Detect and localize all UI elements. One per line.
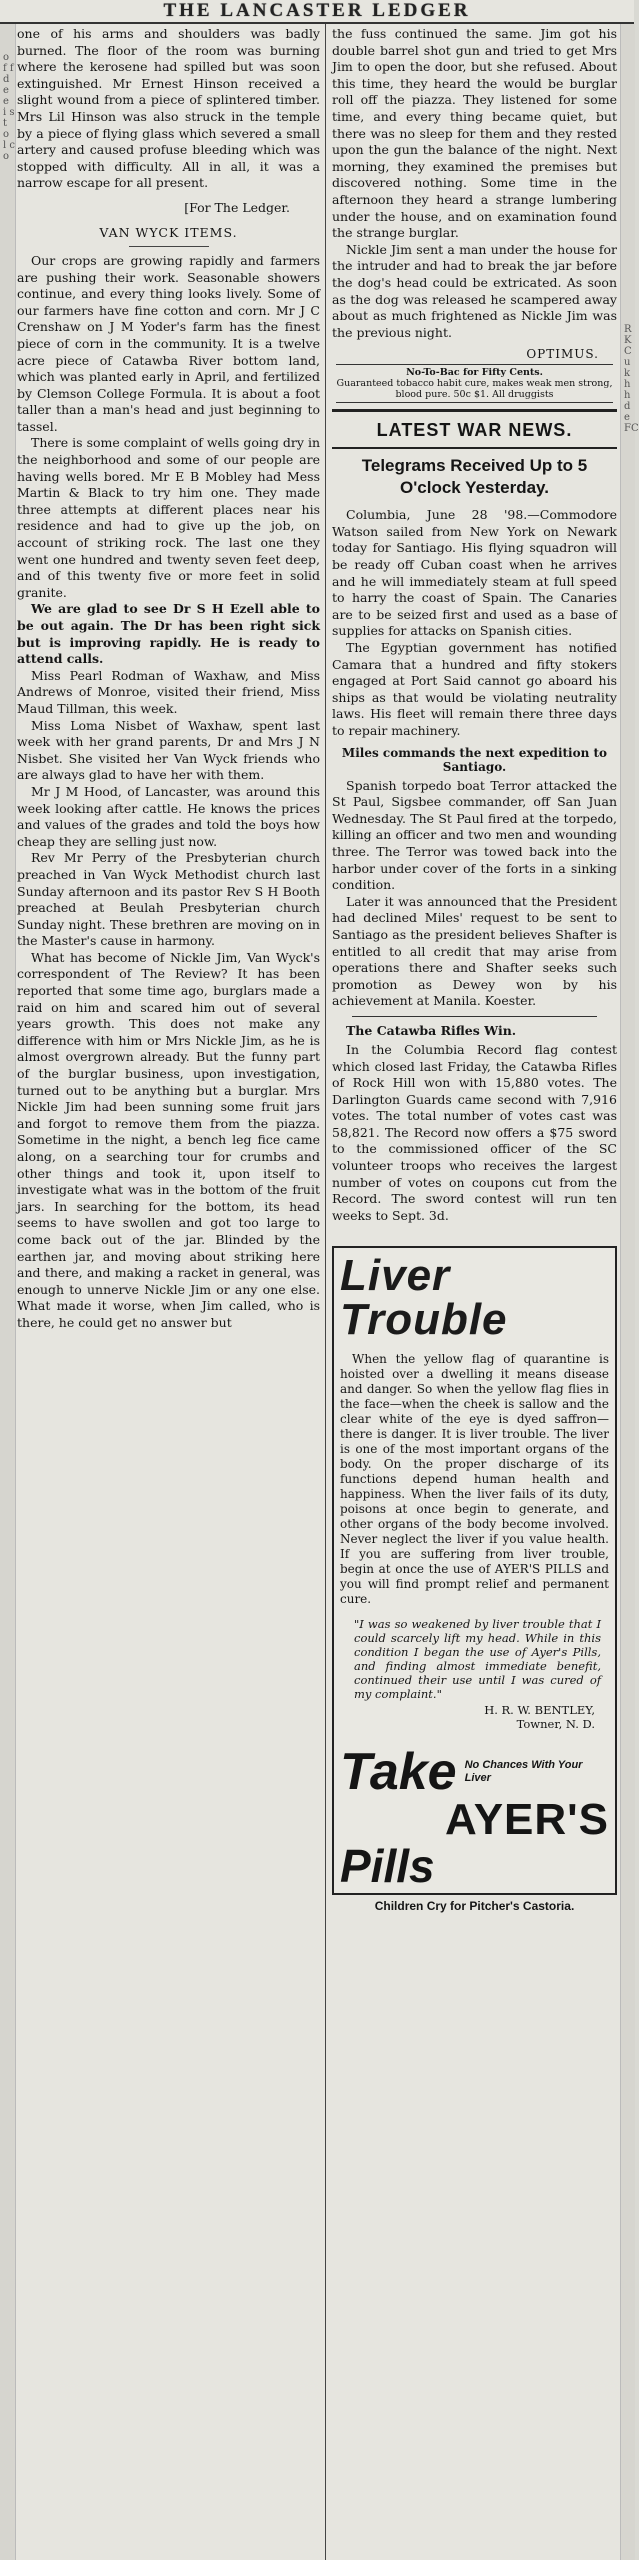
article-paragraph: Miss Pearl Rodman of Waxhaw, and Miss Andrews of Monroe, visited their friend, Miss Maud Tillman, this week. bbox=[17, 667, 320, 716]
war-subhead: Miles commands the next expedition to Santiago. bbox=[341, 745, 608, 774]
right-column bbox=[332, 26, 617, 1913]
section-rule bbox=[332, 409, 617, 412]
castoria-line: Children Cry for Pitcher's Castoria. bbox=[374, 1899, 575, 1914]
for-the-ledger-line: [For The Ledger. bbox=[184, 199, 290, 215]
no-to-bac-ad bbox=[336, 364, 613, 403]
ayers-pills-advertisement bbox=[332, 1246, 617, 1895]
ad-testimonial: "I was so weakened by liver trouble that I could scarcely lift my head. While in this condition I began the use of Ayer's Pills, and finding almost immediate benefit, continued their use until I was cured of my complaint." bbox=[354, 1617, 601, 1702]
war-paragraph: Later it was announced that the President had declined Miles' request to be sent to Santiago as the president believes Shafter is entitled to all credit that may arise from operations there and Shafter seeks such promotion as Dewey won by his achievement at Manila. Koester. bbox=[332, 893, 617, 1009]
article-paragraph: What has become of Nickle Jim, Van Wyck's correspondent of The Review? It has been reported that some time ago, burglars made a raid on him and scared him out of several years growth. This does not make any difference with him or Mrs Nickle Jim, as he is almost overgrown already. But the funny part of the burglar business, upon investigation, turned out to be anything but a burglar. Mrs Nickle Jim had been sunning some fruit jars and forgot to remove them from the piazza. Sometime in the night, a bench leg fice came along, on a searching tour for crumbs and other things and took it, upon itself to investigate what was in the bottom of the fruit jars. In searching for the bottom, its head seems to have swollen and got too large to come back out of the jar. Blinded by the earthen jar, and moving about striking here and there, and making a racket in general, was enough to unnerve Nickle Jim or any one else. What made it worse, when Jim called, who is there, he could get no answer but bbox=[17, 949, 320, 1330]
war-paragraph: Spanish torpedo boat Terror attacked the St Paul, Sigsbee commander, off San Juan Wednesday. The St Paul fired at the torpedo, killing an officer and two men and wounding three. The Terror was towed back into the harbor under cover of the forts in a sinking condition. bbox=[332, 777, 617, 893]
ad-signature-place: Towner, N. D. bbox=[516, 1717, 595, 1732]
catawba-heading: The Catawba Rifles Win. bbox=[346, 1022, 517, 1038]
byline-optimus: OPTIMUS. bbox=[526, 347, 599, 362]
article-paragraph: Our crops are growing rapidly and farmers are pushing their work. Seasonable showers continue, and every thing looks lively. Some of our farmers have fine cotton and corn. Mr J C Crenshaw on J M Yoder's farm has the finest piece of corn in the community. It is a twelve acre piece of Catawba River bottom land, which was planted early in April, and fertilized by Clemson College Formula. It is about a foot taller than a man's head and just beginning to tassel. bbox=[17, 252, 320, 434]
left-margin-fragments: o f f d e e i s t o l c o bbox=[3, 52, 15, 162]
left-column bbox=[17, 26, 320, 1332]
no-to-bac-title: No-To-Bac for Fifty Cents. bbox=[406, 367, 543, 379]
catawba-paragraph: In the Columbia Record flag contest which closed last Friday, the Catawba Rifles of Rock Hill won with 15,880 votes. The Darlington Guards came second with 7,916 votes. The total number of votes cast was 58,821. The Record now offers a $75 sword to the commissioned officer of the SC volunteer troops who receives the largest number of votes on coupons cut from the Record. The sword contest will run ten weeks to Sept. 3d. bbox=[332, 1041, 617, 1223]
ad-brand-ayers: AYER'S bbox=[444, 1795, 609, 1845]
section-rule bbox=[332, 447, 617, 449]
ad-take-tagline: No Chances With Your Liver bbox=[464, 1759, 583, 1785]
heading-divider bbox=[129, 246, 209, 247]
article-paragraph: There is some complaint of wells going dry in the neighborhood and some of our people are having wells bored. Mr E B Mobley had Mess Martin & Black to try him one. They made three attempts at different places near his residence and had to give up the job, on account of striking rock. The last one they went one hundred and twenty seven feet deep, and of this twenty five or more feet in solid granite. bbox=[17, 435, 320, 600]
ad-title-liver: Liver bbox=[340, 1251, 451, 1301]
column-rule bbox=[325, 24, 326, 2560]
article-paragraph: Rev Mr Perry of the Presbyterian church preached in Van Wyck Methodist church last Sunday afternoon and its pastor Rev S H Booth preached at Beulah Presbyterian church Sunday night. These brethren are moving on in the Master's cause in harmony. bbox=[17, 850, 320, 949]
right-margin-fragments: R K C u k h h d e FC bbox=[624, 324, 639, 434]
ad-signature-name: H. R. W. BENTLEY, bbox=[484, 1703, 595, 1718]
article-paragraph: the fuss continued the same. Jim got his double barrel shot gun and tried to get Mrs Jim to open the door, but she refused. About this time, they heard the would be burglar roll off the piazza. They listened for some time, and every thing became quiet, but there was no sleep for them and they rested upon the gun the balance of the night. Next morning, they examined the premises but discovered nothing. Some time in the afternoon they heard a strange lumbering under the house, and on examination found the strange burglar. bbox=[332, 26, 617, 241]
article-paragraph: Miss Loma Nisbet of Waxhaw, spent last week with her grand parents, Dr and Mrs J N Nisbet. She visited her Van Wyck friends who are always glad to have her with them. bbox=[17, 717, 320, 783]
ad-body: When the yellow flag of quarantine is hoisted over a dwelling it means disease and danger. So when the yellow flag flies in the face—when the cheek is sallow and the clear white of the eye is dyed saffron—there is danger. It is liver trouble. The liver is one of the most important organs of the body. On the proper discharge of its functions depend human health and happiness. When the liver fails of its duty, poisons at once begin to generate, and other organs of the body become involved. Never neglect the liver if you value health. If you are suffering from liver trouble, begin at once the use of AYER'S PILLS and you will find prompt relief and permanent cure. bbox=[340, 1352, 609, 1607]
section-divider bbox=[352, 1016, 597, 1017]
ad-take-line bbox=[340, 1743, 609, 1802]
left-margin-strip bbox=[0, 24, 16, 2560]
ad-take-word: Take bbox=[340, 1743, 457, 1802]
right-margin-strip bbox=[620, 24, 639, 2560]
lead-paragraph: one of his arms and shoulders was badly burned. The floor of the room was burning where the kerosene had spilled but was soon extinguished. Mr Ernest Hinson received a slight wound from a piece of splintered timber. Mrs Lil Hinson was also struck in the temple by a piece of flying glass which severed a small artery and caused profuse bleeding which was stopped with difficulty. All in all, it was a narrow escape for all present. bbox=[17, 26, 320, 191]
masthead-rule bbox=[0, 22, 634, 24]
article-paragraph: We are glad to see Dr S H Ezell able to be out again. The Dr has been right sick but is improving rapidly. He is ready to attend calls. bbox=[17, 601, 320, 667]
article-paragraph: Mr J M Hood, of Lancaster, was around this week looking after cattle. He knows the prices and values of the grades and told the boys how cheap they are selling just now. bbox=[17, 783, 320, 849]
war-paragraph: Columbia, June 28 '98.—Commodore Watson sailed from New York on Newark today for Santiago. His flying squadron will be ready off Cuban coast when he arrives and he will immediately steam at full speed to harry the coast of Spain. The Canaries are to be seized first and used as a base of supplies for attacks on Spanish cities. bbox=[332, 507, 617, 639]
article-paragraph: Nickle Jim sent a man under the house for the intruder and had to break the jar before the dog's head could be extricated. As soon as the dog was released he scampered away about as much frightened as Nickle Jim was the previous night. bbox=[332, 241, 617, 340]
no-to-bac-text: Guaranteed tobacco habit cure, makes weak men strong, blood pure. 50c $1. All druggists bbox=[336, 378, 613, 401]
ad-brand-pills: Pills bbox=[340, 1840, 435, 1893]
ad-title-trouble: Trouble bbox=[340, 1295, 508, 1345]
masthead: THE LANCASTER LEDGER bbox=[163, 0, 471, 21]
telegram-heading: Telegrams Received Up to 5 O'clock Yesterday. bbox=[361, 456, 588, 498]
van-wyck-heading: VAN WYCK ITEMS. bbox=[99, 224, 238, 240]
war-paragraph: The Egyptian government has notified Camara that a hundred and fifty stokers engaged at Port Said cannot go aboard his ships as that would be violating neutrality laws. His fleet will remain there three days to repair machinery. bbox=[332, 640, 617, 738]
war-news-heading: LATEST WAR NEWS. bbox=[376, 420, 573, 441]
